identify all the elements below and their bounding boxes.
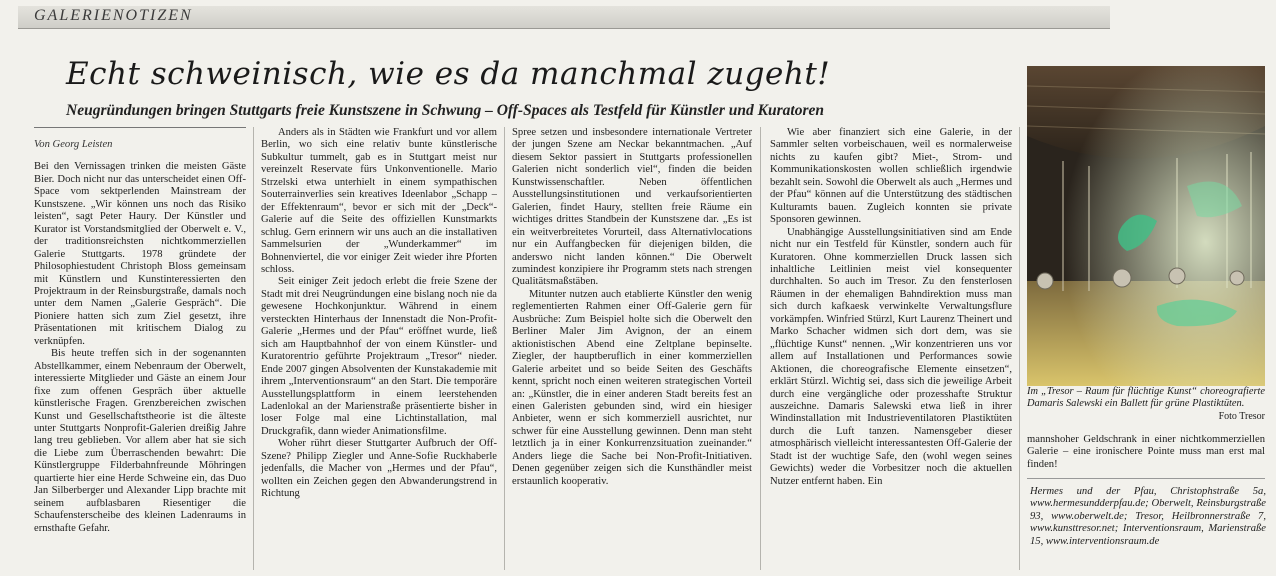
byline: Von Georg Leisten [34, 127, 246, 151]
article-column-2 [261, 127, 497, 572]
column-divider [760, 127, 761, 570]
paragraph: Woher rührt dieser Stuttgarter Aufbruch der Off-Szene? Philipp Ziegler und Anne-Sofie Ruckhaberle jedenfalls, die Macher von „Hermes und der Pfau“, wollten ein Zeichen gegen den Abwanderungstrend in Richtung [261, 438, 497, 500]
article-closing: mannshoher Geldschrank in einer nichtkommerziellen Galerie – eine ironischere Pointe muss man erst mal finden! [1027, 434, 1265, 470]
gallery-addresses: Hermes und der Pfau, Christophstraße 5a, www.hermesundderpfau.de; Oberwelt, Reinsburgstraße 93, www.oberwelt.de; Tresor, Heilbronnerstraße 7, www.kunsttresor.net; Interventionsraum, Marienstraße 15, www.interventionsraum.de [1030, 486, 1266, 547]
caption-text: Im „Tresor – Raum für flüchtige Kunst“ choreografierte Damaris Salewski ein Ballett für grüne Plastiktüten. [1027, 386, 1265, 410]
paragraph: Spree setzen und insbesondere internationale Vertreter der jungen Szene am Neckar bekanntmachen. „Auf diesem Sektor passiert in Stuttgarts professionellen Galerien nicht sonderlich viel“, finden die beiden Kunstwissenschaftler. Neben öffentlichen Ausstellungsinstitutionen und verkaufsorientierten Galerien, findet Haury, stellten freie Räume ein wichtiges drittes Standbein der Kunstszene dar. „Es ist ein weitverbreitetes Vorurteil, dass Alternativlocations nur ein Auffangbecken für diejenigen bilden, die anderswo nicht landen können.“ Die Oberwelt zumindest konzipiere ihr Programm stets nach strengen Qualitätsmaßstäben. [512, 127, 752, 288]
article-column-1 [34, 127, 246, 572]
gallery-photo [1027, 66, 1265, 386]
paragraph: Bei den Vernissagen trinken die meisten Gäste Bier. Doch nicht nur das unterscheidet einen Off-Space vom sektperlenden Mainstream der Kunstszene. „Wir können uns noch das Risiko leisten“, sagt Peter Haury. Der Künstler und Kurator ist Vorstandsmitglied der Oberwelt e. V., der traditionsreichsten nichtkommerziellen Galerie Stuttgarts. 1978 gründete der Philosophiestudent Christoph Bloss gemeinsam mit Künstlern und Kunstinteressierten den Projektraum in der Reinsburgstraße, damals noch unter dem Namen „Galerie Gespräch“. Die Pioniere hatten sich zum Ziel gesetzt, ihre Präsentationen mit kritischem Dialog zu verknüpfen. [34, 161, 246, 347]
column-divider [504, 127, 505, 570]
article-column-3 [512, 127, 752, 572]
paragraph: Anders als in Städten wie Frankfurt und vor allem Berlin, wo sich eine relativ bunte künstlerische Subkultur tummelt, gab es in Stuttgart meist nur vereinzelt Reservate fürs Unkonventionelle. Mario Strzelski etwa unterhielt in einem sympathischen Souterrainverlies sein kreatives Ideenlabor „Schapp – der Effektenraum“, bevor er sich mit der „Deck“-Galerie auf die Seite des offiziellen Kunstmarkts schlug. Gern erinnern wir uns auch an die installativen Sammelsurien der „Wunderkammer“ im Bohnenviertel, die vor einiger Zeit wieder ihre Pforten schloss. [261, 127, 497, 275]
paragraph: Wie aber finanziert sich eine Galerie, in der Sammler selten vorbeischauen, weil es normalerweise nichts zu kaufen gibt? Miet-, Strom- und Kommunikationskosten wollen schließlich irgendwie bezahlt sein. Sowohl die Oberwelt als auch „Hermes und der Pfau“ können auf die Unterstützung des städtischen Kulturamts bauen. Zugleich konnten sie private Sponsoren gewinnen. [770, 127, 1012, 226]
photo-credit: Foto Tresor [1218, 410, 1265, 422]
rubric-label: GALERIENOTIZEN [34, 7, 193, 24]
info-divider [1027, 478, 1265, 479]
column-divider [253, 127, 254, 570]
paragraph: Mitunter nutzen auch etablierte Künstler den wenig reglementierten Rahmen einer Off-Galerie gern für Ausbrüche: Zum Beispiel holte sich die Oberwelt den Berliner Maler Jim Avignon, der an einem aktionistischen Abend eine Zeltplane bepinselte. Ziegler, der hauptberuflich in einer kommerziellen Galerie arbeitet und so beide Seiten des Geschäfts kennt, spricht noch einen weiteren strategischen Vorteil an: „Künstler, die in einer anderen Stadt bereits fest an einen Galeristen gebunden sind, wird ein hiesiger Anbieter, wenn er sich kommerziell ausrichtet, nur schwer für eine Ausstellung gewinnen. Denn man steht letztlich ja in einer Konkurrenzsituation zueinander.“ Anders liege die Sache bei Non-Profit-Initiativen. Denen gegenüber zeigen sich die Kunsthändler meist erstaunlich kooperativ. [512, 288, 752, 487]
paragraph: Seit einiger Zeit jedoch erlebt die freie Szene der Stadt mit drei Neugründungen eine bislang noch nie da gewesene Hochkonjunktur. Während in einem versteckten Hinterhaus der Innenstadt die Non-Profit-Galerie „Hermes und der Pfau“ eröffnet wurde, ließ sich am Hauptbahnhof der von einem Künstler- und Kuratorentrio geführte Projektraum „Tresor“ nieder. Ende 2007 gingen Absolventen der Kunstakademie mit ihrem „Interventionsraum“ an den Start. Die temporäre Ausstellungsplattform in einem leerstehenden Ladenlokal an der Marienstraße präsentierte bisher in loser Folge mal eine Lichtinstallation, mal Druckgrafik, dann wieder Animationsfilme. [261, 276, 497, 437]
article-column-4 [770, 127, 1012, 572]
photo-caption [1027, 386, 1265, 423]
installation-image [1027, 66, 1265, 386]
paragraph: Bis heute treffen sich in der sogenannten Abstellkammer, einem Nebenraum der Oberwelt, interessierte Mitglieder und Gäste an einem Jour fixe zum offenen Gespräch über aktuelle künstlerische Fragen. Grenzbereichen zwischen Kunst und Gesellschaftstheorie ist die älteste unter Stuttgarts Nonprofit-Galerien dreißig Jahre lang treu geblieben. Vor allem aber hat sie sich die Liebe zum Überraschenden bewahrt: Die Künstlergruppe Filderbahnfreunde Möhringen quartierte hier eine Herde Schweine ein, das Duo Jan Silberberger und Alexander Lipp brachte mit seinem aufblasbaren Riesentiger die Schaufensterscheibe des kleinen Ladenraums in ernsthafte Gefahr. [34, 348, 246, 534]
headline: Echt schweinisch, wie es da manchmal zugeht! [66, 56, 831, 92]
subheadline: Neugründungen bringen Stuttgarts freie Kunstszene in Schwung – Off-Spaces als Testfeld für Künstler und Kuratoren [66, 102, 824, 119]
paragraph: Unabhängige Ausstellungsinitiativen sind am Ende nicht nur ein Testfeld für Künstler, sondern auch für Kuratoren. Ohne kommerziellen Druck lassen sich inhaltliche Leitlinien meist viel konsequenter durchhalten. So auch im Tresor. Zu den fensterlosen Räumen in der ehemaligen Bahndirektion muss man sich durch kafkaesk verwinkelte Verwaltungsflure vorkämpfen. Winfried Stürzl, Kurt Laurenz Theinert und Marko Schacher widmen sich dort dem, was sie „flüchtige Kunst“ nennen. „Wir konzentrieren uns vor allem auf Installationen und Performances sowie Aktionen, die choreografische Elemente einsetzen“, erklärt Stürzl. Wichtig sei, dass sich die jeweilige Arbeit durch eine vergängliche oder prozesshafte Struktur auszeichne. Damaris Salewski etwa ließ in ihrer Windinstallation mit Industrieventilatoren Plastiktüten durch die Luft tanzen. Namensgeber dieser atmosphärisch vielleicht interessantesten Off-Galerie der Stadt ist der wuchtige Safe, den (wohl wegen seines Gewichts) weder die Vorbesitzer noch die aktuellen Nutzer entfernt haben. Ein [770, 226, 1012, 487]
column-divider [1019, 127, 1020, 570]
